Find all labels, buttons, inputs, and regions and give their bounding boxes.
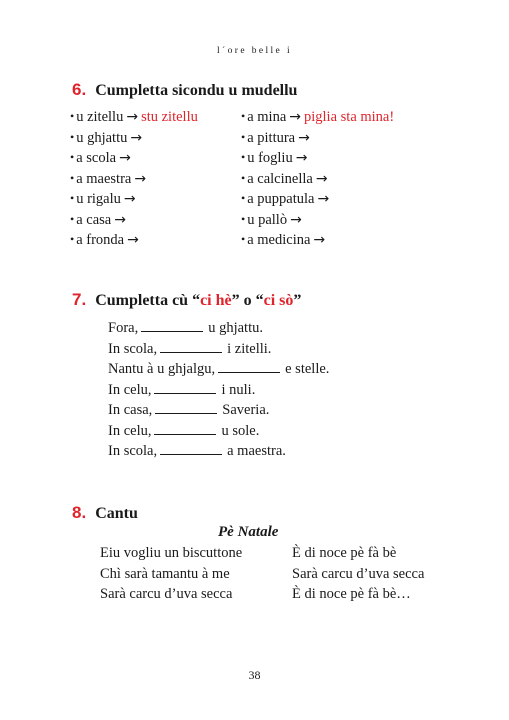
section-6-number: 6. xyxy=(72,80,87,99)
section-6-title: Cumpletta sicondu u mudellu xyxy=(95,82,298,99)
sentence-end: Saveria. xyxy=(222,402,270,418)
section-8-heading xyxy=(72,503,138,523)
exercise-item xyxy=(241,128,394,149)
arrow-icon: → xyxy=(313,232,326,248)
item-word: a maestra xyxy=(76,170,132,187)
arrow-icon: → xyxy=(317,191,330,207)
exercise-item xyxy=(70,148,198,169)
exercise-item xyxy=(70,128,198,149)
bullet: • xyxy=(241,211,246,226)
sentence-end: u sole. xyxy=(221,422,260,439)
sentence-row xyxy=(108,421,329,442)
sentence-end: i zitelli. xyxy=(227,340,272,357)
sentence-row xyxy=(108,441,329,462)
exercise-item xyxy=(241,169,394,190)
item-word: a puppatula xyxy=(247,191,315,207)
sentence-row xyxy=(108,400,329,421)
song-line: È di noce pè fà bè… xyxy=(292,586,411,602)
exercise-6-left-column xyxy=(70,107,198,251)
answer-blank xyxy=(160,341,222,353)
arrow-icon: → xyxy=(123,191,136,207)
option-ci-so: ci sò xyxy=(263,292,294,309)
example-answer: piglia sta mina! xyxy=(304,109,395,125)
sentence-end: u ghjattu. xyxy=(208,320,263,336)
bullet: • xyxy=(70,109,75,123)
answer-blank xyxy=(155,402,217,414)
song-line: Sarà carcu d’uva secca xyxy=(100,586,233,602)
arrow-icon: → xyxy=(114,211,126,228)
bullet: • xyxy=(241,170,246,185)
option-ci-he: ci hè xyxy=(200,292,232,309)
bullet: • xyxy=(241,191,246,205)
sentence-start: In celu, xyxy=(108,422,152,439)
sentence-start: In celu, xyxy=(108,381,152,398)
arrow-icon: → xyxy=(290,211,302,228)
exercise-item xyxy=(241,107,394,128)
song-title: Pè Natale xyxy=(218,524,279,540)
answer-blank xyxy=(154,382,216,394)
song-left-column xyxy=(100,543,242,605)
item-word: a casa xyxy=(76,211,112,228)
section-7-title-prefix: Cumpletta cù xyxy=(95,292,189,309)
sentence-row xyxy=(108,339,329,360)
song-right-column xyxy=(292,543,424,605)
close-quote: ” xyxy=(293,292,302,309)
bullet: • xyxy=(241,232,246,246)
bullet: • xyxy=(241,150,246,164)
bullet: • xyxy=(241,129,246,144)
arrow-icon: → xyxy=(126,109,139,125)
page-number: 38 xyxy=(248,668,261,682)
item-word: a fronda xyxy=(76,232,125,248)
bullet: • xyxy=(70,150,75,164)
song-line: È di noce pè fà bè xyxy=(292,545,397,561)
section-7-heading xyxy=(72,290,301,310)
bullet: • xyxy=(70,211,75,226)
sentence-start: In scola, xyxy=(108,340,158,357)
bullet: • xyxy=(70,232,75,246)
connector: o xyxy=(243,292,252,309)
open-quote: “ xyxy=(192,292,201,309)
exercise-7-sentences xyxy=(108,318,329,462)
item-word: u pallò xyxy=(247,211,288,228)
sentence-start: Nantu à u ghjalgu, xyxy=(108,361,216,377)
sentence-end: a maestra. xyxy=(227,443,286,459)
item-word: u fogliu xyxy=(247,150,293,166)
section-6-heading xyxy=(72,80,297,100)
exercise-item xyxy=(70,189,198,210)
item-word: a pittura xyxy=(247,129,296,146)
arrow-icon: → xyxy=(315,170,328,187)
sentence-end: i nuli. xyxy=(221,381,256,398)
section-7-number: 7. xyxy=(72,290,87,309)
arrow-icon: → xyxy=(127,232,139,248)
answer-blank xyxy=(218,361,280,373)
exercise-item xyxy=(241,189,394,210)
section-8-number: 8. xyxy=(72,503,87,522)
item-word: a mina xyxy=(247,109,287,125)
close-quote: ” xyxy=(231,292,240,309)
answer-blank xyxy=(160,443,222,455)
item-word: u ghjattu xyxy=(76,129,128,146)
sentence-start: In scola, xyxy=(108,443,158,459)
sentence-end: e stelle. xyxy=(285,361,330,377)
item-word: a medicina xyxy=(247,232,311,248)
sentence-start: Fora, xyxy=(108,320,139,336)
open-quote: “ xyxy=(255,292,264,309)
arrow-icon: → xyxy=(298,129,310,146)
arrow-icon: → xyxy=(295,150,308,166)
arrow-icon: → xyxy=(130,129,143,146)
item-word: a calcinella xyxy=(247,170,313,187)
item-word: u zitellu xyxy=(76,109,124,125)
arrow-icon: → xyxy=(134,170,147,187)
section-8-title: Cantu xyxy=(95,505,138,522)
bullet: • xyxy=(70,170,75,185)
bullet: • xyxy=(70,191,75,205)
sentence-row xyxy=(108,318,329,339)
arrow-icon: → xyxy=(119,150,131,166)
song-line: Sarà carcu d’uva secca xyxy=(292,565,425,582)
sentence-start: In casa, xyxy=(108,402,153,418)
bullet: • xyxy=(241,109,246,123)
exercise-item xyxy=(241,148,394,169)
bullet: • xyxy=(70,129,75,144)
exercise-item xyxy=(70,107,198,128)
running-header: l´ore belle i xyxy=(217,46,292,56)
exercise-6-right-column xyxy=(241,107,394,251)
item-word: a scola xyxy=(76,150,117,166)
example-answer: stu zitellu xyxy=(141,109,198,125)
song-line: Eiu vogliu un biscuttone xyxy=(100,545,243,561)
exercise-item xyxy=(70,169,198,190)
exercise-item xyxy=(241,210,394,231)
answer-blank xyxy=(141,320,203,332)
exercise-item xyxy=(70,230,198,251)
sentence-row xyxy=(108,380,329,401)
arrow-icon: → xyxy=(289,109,301,125)
exercise-item xyxy=(241,230,394,251)
sentence-row xyxy=(108,359,329,380)
answer-blank xyxy=(154,423,216,435)
song-line: Chì sarà tamantu à me xyxy=(100,565,230,582)
exercise-item xyxy=(70,210,198,231)
item-word: u rigalu xyxy=(76,191,121,207)
